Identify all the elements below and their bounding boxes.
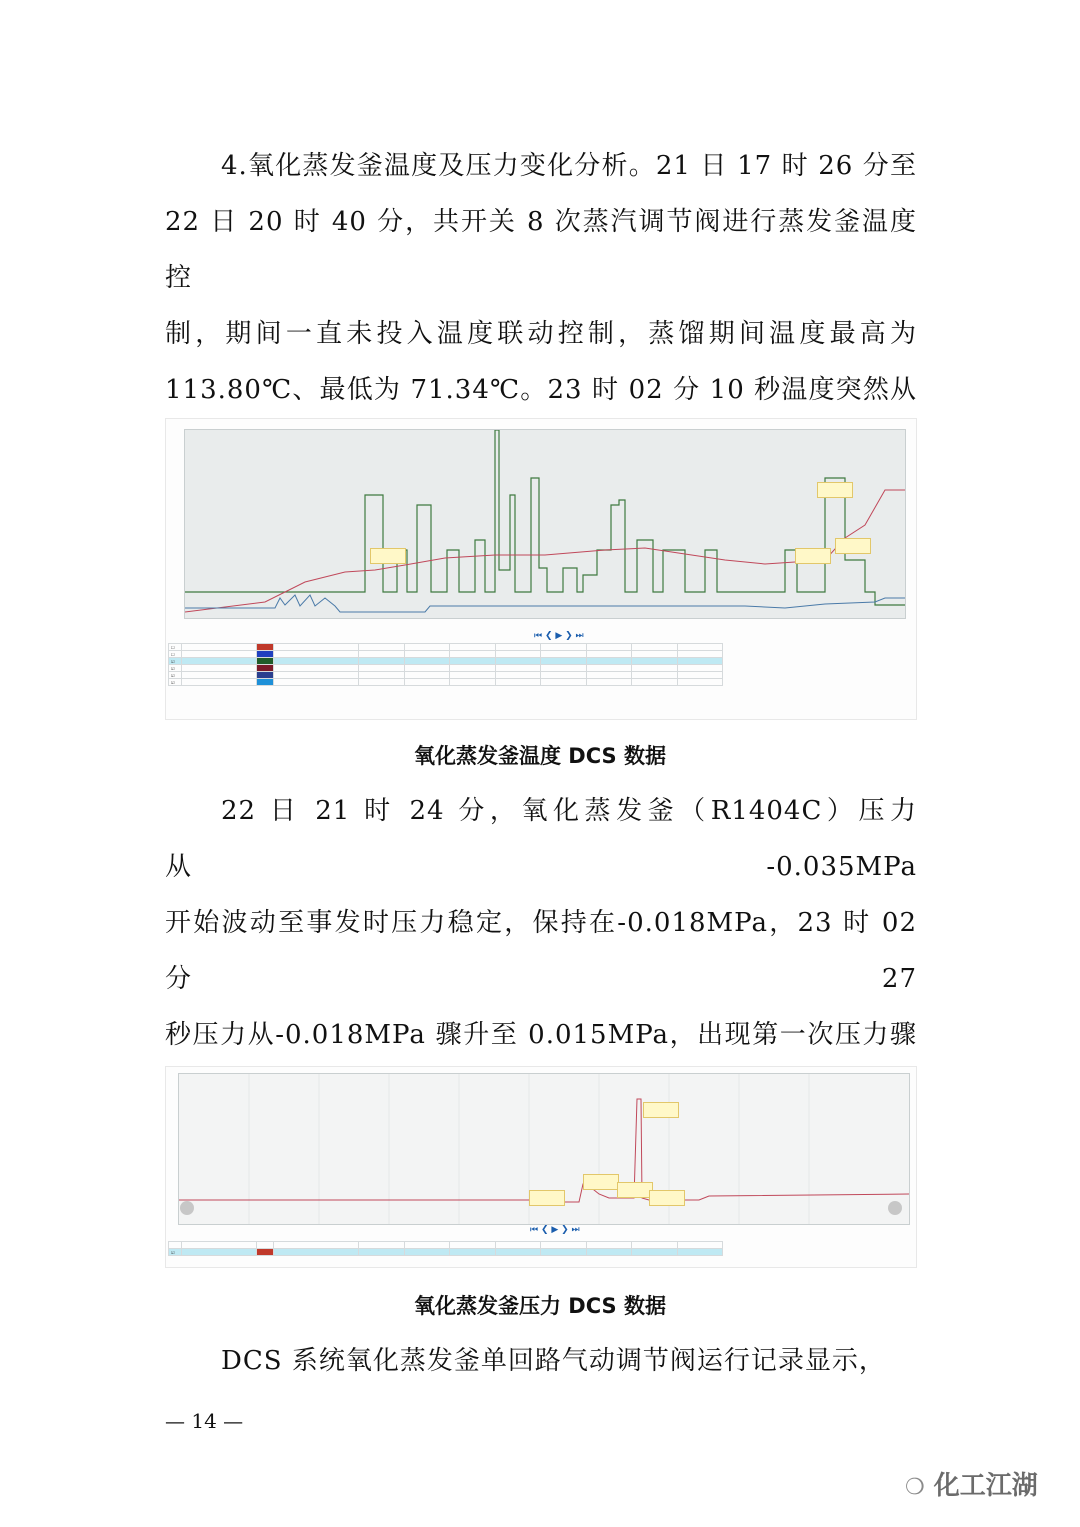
pressure-dcs-screenshot	[165, 1066, 917, 1268]
p2-line-1: 22 日 21 时 24 分，氧化蒸发釜（R1404C）压力从-0.035MPa	[165, 796, 917, 882]
p1-line-2: 22 日 20 时 40 分，共开关 8 次蒸汽调节阀进行蒸发釜温度控	[165, 207, 917, 293]
pressure-tooltip-3	[617, 1182, 653, 1198]
temperature-tooltip-4	[817, 482, 853, 498]
caption-temperature: 氧化蒸发釜温度 DCS 数据	[414, 744, 666, 768]
scroll-right-button[interactable]	[888, 1201, 902, 1215]
temperature-dcs-screenshot	[165, 418, 917, 720]
watermark-text: 化工江湖	[933, 1471, 1038, 1501]
scroll-left-button[interactable]	[180, 1201, 194, 1215]
caption-pressure: 氧化蒸发釜压力 DCS 数据	[414, 1294, 666, 1318]
paragraph-valve-record	[165, 1333, 917, 1389]
p2-line-2: 开始波动至事发时压力稳定，保持在-0.018MPa，23 时 02 分 27	[165, 908, 917, 994]
temperature-trend-lines	[185, 430, 905, 618]
pressure-plot-area	[178, 1073, 910, 1225]
pressure-tooltip-4	[643, 1102, 679, 1118]
pressure-line	[185, 595, 905, 612]
p2-line-3: 秒压力从-0.018MPa 骤升至 0.015MPa，出现第一次压力骤	[165, 1020, 917, 1050]
temperature-tooltip-1	[370, 548, 406, 564]
pressure-legend-table: ☑	[168, 1241, 723, 1256]
p1-line-1: 4.氧化蒸发釜温度及压力变化分析。21 日 17 时 26 分至	[221, 151, 917, 181]
pressure-tooltip-1	[529, 1190, 565, 1206]
temperature-plot-area	[184, 429, 906, 619]
pressure-line	[179, 1099, 909, 1202]
pressure-tooltip-2	[583, 1174, 619, 1190]
p1-line-3: 制，期间一直未投入温度联动控制，蒸馏期间温度最高为	[165, 319, 917, 349]
watermark	[905, 1465, 1038, 1502]
temperature-legend-table: ☐ ☐ ☑ ☑ ☑ ☑	[168, 643, 723, 686]
wechat-icon: ❍	[905, 1475, 925, 1500]
temperature-tooltip-3	[835, 538, 871, 554]
pressure-tooltip-5	[649, 1190, 685, 1206]
pressure-nav-controls[interactable]: ⏮ ❮ ▶ ❯ ⏭	[530, 1225, 580, 1235]
p3-line-1: DCS 系统氧化蒸发釜单回路气动调节阀运行记录显示，	[221, 1346, 886, 1376]
page-number: — 14 —	[165, 1409, 244, 1433]
valve-opening-line	[185, 430, 905, 605]
temperature-tooltip-2	[795, 548, 831, 564]
chart-nav-controls[interactable]: ⏮ ❮ ▶ ❯ ⏭	[534, 631, 584, 641]
p1-line-4: 113.80℃、最低为 71.34℃。23 时 02 分 10 秒温度突然从	[165, 375, 917, 405]
